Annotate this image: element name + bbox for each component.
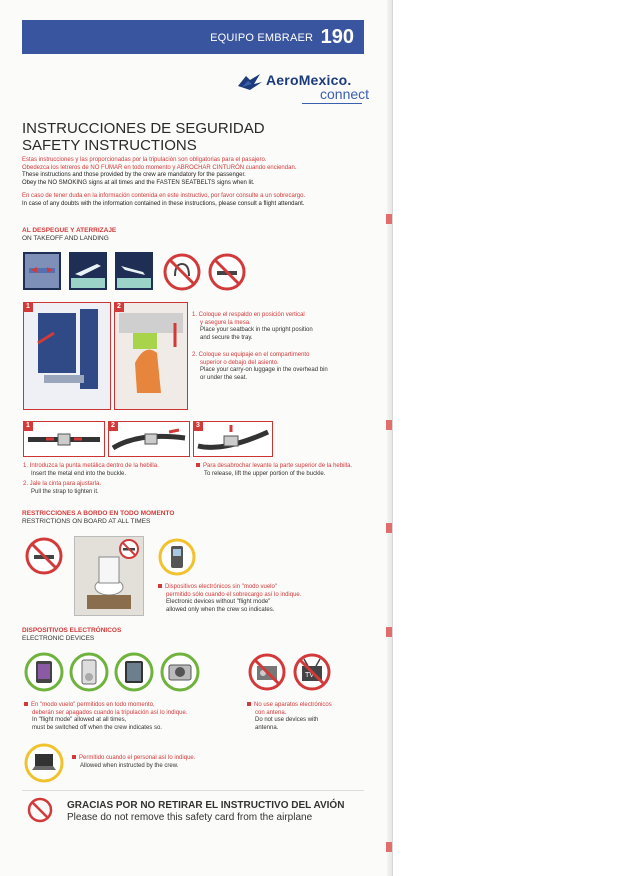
tablet-icon bbox=[114, 652, 154, 692]
no-headphones-icon bbox=[162, 252, 202, 292]
item-text: Pull the strap to tighten it. bbox=[31, 488, 99, 495]
restrictions-text bbox=[158, 584, 301, 614]
item-text: Para desabrochar levante la parte superior de la hebilla. bbox=[203, 463, 353, 469]
takeoff-item-2 bbox=[192, 352, 328, 382]
item-text: No use aparatos electrónicos bbox=[254, 702, 332, 708]
laptop-text bbox=[72, 755, 195, 770]
belt-tighten-illustration bbox=[108, 421, 190, 457]
item-text: 1. Introduzca la punta metálica dentro de la hebilla. bbox=[23, 463, 159, 469]
bullet-icon bbox=[247, 702, 251, 706]
aeromexico-logo bbox=[236, 70, 370, 106]
takeoff-heading bbox=[22, 227, 116, 243]
edge-tab bbox=[386, 420, 392, 430]
takeoff-icon bbox=[69, 252, 107, 290]
item-text: Place your carry-on luggage in the overhead bin bbox=[200, 367, 328, 374]
prohibited-icon bbox=[26, 796, 54, 824]
takeoff-item-1 bbox=[192, 312, 313, 342]
devices-heading-es: DISPOSITIVOS ELECTRÓNICOS bbox=[22, 627, 122, 634]
item-text: Do not use devices with bbox=[255, 717, 319, 724]
item-text: Place your seatback in the upright position bbox=[200, 327, 313, 334]
bullet-icon bbox=[196, 463, 200, 467]
item-text: and secure the tray. bbox=[200, 334, 253, 341]
item-text: antenna. bbox=[255, 724, 279, 731]
footer-divider bbox=[22, 790, 364, 791]
equipment-number: 190 bbox=[320, 26, 354, 48]
intro-text bbox=[22, 157, 372, 209]
takeoff-heading-es: AL DESPEGUE Y ATERRIZAJE bbox=[22, 227, 117, 234]
item-text: Insert the metal end into the buckle. bbox=[31, 470, 127, 477]
item-text: must be switched off when the crew indicates so. bbox=[32, 724, 162, 731]
takeoff-heading-en: ON TAKEOFF AND LANDING bbox=[22, 235, 109, 242]
no-tv-icon bbox=[292, 652, 332, 692]
step-number: 1 bbox=[23, 421, 33, 431]
devices-antenna-text bbox=[247, 702, 332, 732]
title-es: INSTRUCCIONES DE SEGURIDAD bbox=[22, 120, 265, 137]
item-text: y asegure la mesa. bbox=[200, 319, 251, 326]
bullet-icon bbox=[72, 755, 76, 759]
title-en: SAFETY INSTRUCTIONS bbox=[22, 137, 197, 154]
devices-heading bbox=[22, 627, 121, 643]
item-text: con antena. bbox=[255, 709, 287, 716]
laptop-icon bbox=[24, 743, 64, 783]
seatback-illustration bbox=[23, 302, 111, 410]
step-number: 3 bbox=[193, 421, 203, 431]
intro-es-1: Estas instrucciones y las proporcionadas por la tripulación son obligatorias para el pasajero. bbox=[22, 157, 267, 163]
edge-tab bbox=[386, 627, 392, 637]
belt-fasten-text bbox=[23, 463, 159, 496]
luggage-illustration bbox=[114, 302, 188, 410]
devices-flight-mode-text bbox=[24, 702, 187, 732]
belt-insert-illustration bbox=[23, 421, 105, 457]
belt-release-text bbox=[196, 463, 352, 478]
item-text: 1. Coloque el respaldo en posición vertical bbox=[192, 312, 305, 318]
step-number: 1 bbox=[23, 302, 33, 312]
item-text: 2. Jale la cinta para ajustarla. bbox=[23, 481, 102, 488]
devices-heading-en: ELECTRONIC DEVICES bbox=[22, 635, 95, 642]
card-edge bbox=[387, 0, 392, 876]
landing-icon bbox=[115, 252, 153, 290]
tv-label: TV bbox=[305, 672, 314, 679]
item-text: Dispositivos electrónicos sin "modo vuelo" bbox=[165, 584, 277, 590]
intro-en-3: In case of any doubts with the information contained in these instructions, please consult a flight attendant. bbox=[22, 200, 305, 207]
item-text: permitido sólo cuando el sobrecargo así lo indique. bbox=[166, 591, 302, 598]
footer-en: Please do not remove this safety card from the airplane bbox=[67, 812, 313, 823]
item-text: superior o debajo del asiento. bbox=[200, 359, 279, 366]
intro-es-2: Obedezca los letreros de NO FUMAR en todo momento y ABROCHAR CINTURÓN cuando enciendan. bbox=[22, 164, 297, 171]
intro-es-3: En caso de tener duda en la información contenida en este instructivo, por favor consulte a un sobrecargo. bbox=[22, 193, 306, 200]
music-player-icon bbox=[69, 652, 109, 692]
item-text: or under the seat. bbox=[200, 374, 248, 381]
edge-tab bbox=[386, 523, 392, 533]
item-text: Allowed when instructed by the crew. bbox=[80, 762, 179, 769]
edge-tab bbox=[386, 842, 392, 852]
belt-release-illustration bbox=[193, 421, 273, 457]
restrictions-heading-en: RESTRICTIONS ON BOARD AT ALL TIMES bbox=[22, 518, 151, 525]
equipment-label: EQUIPO EMBRAER bbox=[210, 32, 314, 44]
bullet-icon bbox=[24, 702, 28, 706]
bullet-icon bbox=[158, 584, 162, 588]
page-title bbox=[22, 120, 265, 154]
step-number: 2 bbox=[114, 302, 124, 312]
item-text: En "modo vuelo" permitidos en todo momento, bbox=[31, 702, 155, 708]
footer-es: GRACIAS POR NO RETIRAR EL INSTRUCTIVO DEL AVIÓN bbox=[67, 800, 345, 811]
item-text: In "flight mode" allowed at all times, bbox=[32, 717, 127, 724]
camera-icon bbox=[160, 652, 200, 692]
phone-icon bbox=[158, 538, 196, 576]
edge-tab bbox=[386, 214, 392, 224]
item-text: allowed only when the crew so indicates. bbox=[166, 606, 275, 613]
intro-en-1: These instructions and those provided by the crew are mandatory for the passenger. bbox=[22, 172, 246, 179]
restrictions-heading-es: RESTRICCIONES A BORDO EN TODO MOMENTO bbox=[22, 510, 175, 517]
intro-en-2: Obey the NO SMOKING signs at all times and the FASTEN SEATBELTS signs when lit. bbox=[22, 179, 255, 186]
airline-subbrand: connect bbox=[320, 86, 370, 102]
seatback-upright-icon bbox=[23, 252, 61, 290]
step-number: 2 bbox=[108, 421, 118, 431]
item-text: Electronic devices without "flight mode" bbox=[166, 599, 271, 606]
item-text: 2. Coloque su equipaje en el compartimento bbox=[192, 352, 310, 358]
airline-name: AeroMexico. bbox=[266, 72, 352, 88]
no-smoking-icon bbox=[207, 252, 247, 292]
smartphone-icon bbox=[24, 652, 64, 692]
restrictions-heading bbox=[22, 510, 174, 526]
equipment-banner bbox=[22, 20, 364, 54]
item-text: To release, lift the upper portion of the buckle. bbox=[204, 470, 326, 477]
no-smoking-small-icon bbox=[118, 538, 140, 560]
no-smoking-icon bbox=[24, 536, 64, 576]
no-radio-icon bbox=[247, 652, 287, 692]
item-text: deberán ser apagados cuando la tripulación así lo indique. bbox=[32, 709, 188, 716]
logo-underline bbox=[302, 103, 362, 104]
eagle-knight-icon bbox=[236, 72, 264, 92]
item-text: Permitido cuando el personal así lo indique. bbox=[79, 755, 196, 761]
